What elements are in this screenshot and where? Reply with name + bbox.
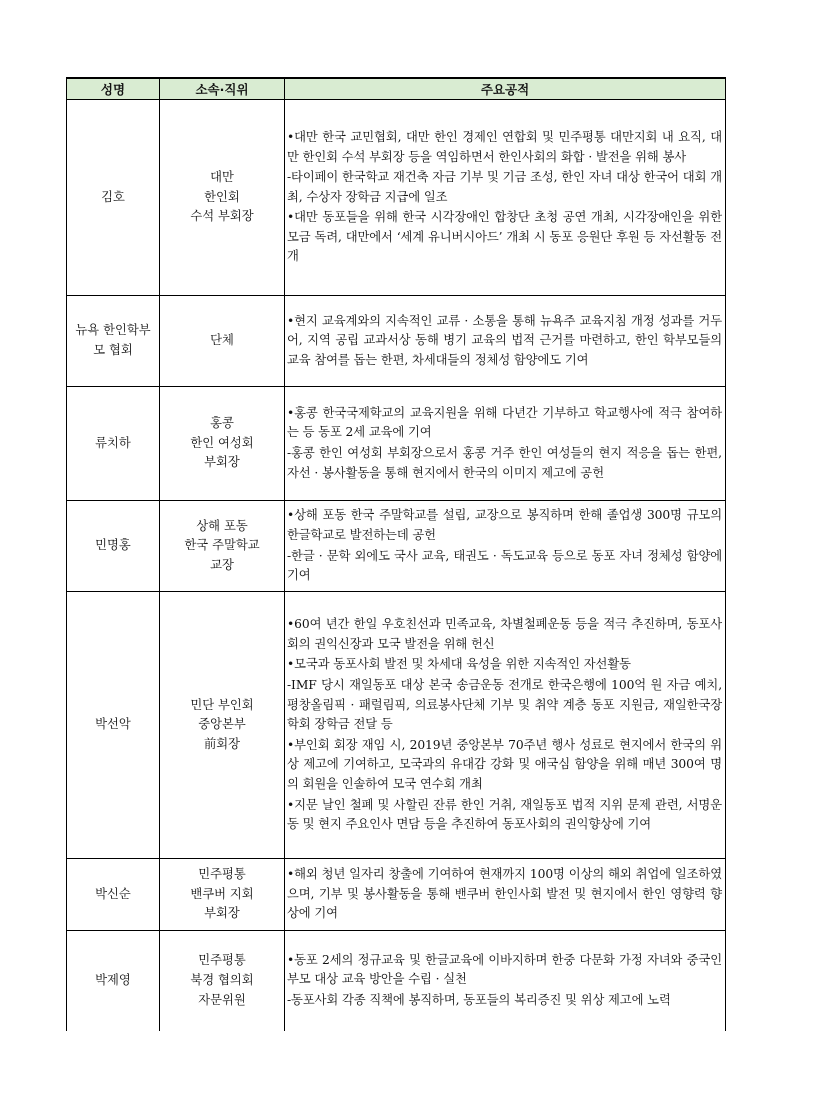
recipient-affiliation	[160, 296, 285, 387]
achievement-item: •지문 날인 철폐 및 사할린 잔류 한인 거취, 재일동포 법적 지위 문제 관련, 서명운동 및 현지 주요인사 면담 등을 추진하여 동포사회의 권익향상에 기여	[287, 797, 722, 832]
achievement-item: •모국과 동포사회 발전 및 차세대 육성을 위한 지속적인 자선활동	[287, 657, 631, 672]
affiliation-line: 수석 부회장	[190, 209, 254, 224]
recipient-affiliation	[160, 100, 285, 296]
recipient-affiliation	[160, 387, 285, 501]
recipient-name: 김호	[67, 100, 160, 296]
recipient-name: 박선악	[67, 592, 160, 859]
achievement-item: •동포 2세의 정규교육 및 한글교육에 이바지하며 한중 다문화 가정 자녀와 중국인 부모 대상 교육 방안을 수립 · 실천	[287, 952, 722, 987]
affiliation-line: 교장	[210, 557, 234, 572]
table-header-row	[67, 78, 726, 100]
affiliation-line: 민주평통	[198, 953, 246, 968]
achievement-item: •60여 년간 한일 우호친선과 민족교육, 차별철폐운동 등을 적극 추진하며, 동포사회의 권익신장과 모국 발전을 위해 헌신	[287, 617, 722, 651]
affiliation-line: 단체	[210, 333, 234, 348]
achievement-item: •해외 청년 일자리 창출에 기여하여 현재까지 100명 이상의 해외 취업에 일조하였으며, 기부 및 봉사활동을 통해 밴쿠버 한인사회 발전 및 현지에서 한인 영향력 향상에 기여	[287, 867, 722, 921]
affiliation-line: 북경 협의회	[190, 972, 254, 987]
affiliation-line: 중앙본부	[198, 717, 246, 732]
recipient-name: 박신순	[67, 859, 160, 931]
achievement-item: •홍콩 한국국제학교의 교육지원을 위해 다년간 기부하고 학교행사에 적극 참여하는 등 동포 2세 교육에 기여	[287, 405, 722, 440]
header-name: 성명	[67, 78, 160, 100]
affiliation-line: 부회장	[204, 906, 240, 921]
affiliation-line: 상해 포동	[196, 518, 248, 533]
recipient-name: 민명홍	[67, 501, 160, 592]
achievements-cell	[285, 592, 726, 859]
table-row	[67, 501, 726, 592]
achievement-item: •현지 교육계와의 지속적인 교류 · 소통을 통해 뉴욕주 교육지침 개정 성과를 거두어, 지역 공립 교과서상 동해 병기 교육의 법적 근거를 마련하고, 한인 학부모들의 교육 참여를 돕는 한편, 차세대들의 정체성 함양에도 기여	[287, 313, 722, 367]
affiliation-line: 밴쿠버 지회	[190, 886, 254, 901]
affiliation-line: 한국 주말학교	[184, 538, 260, 553]
achievements-cell	[285, 501, 726, 592]
recipient-name: 박제영	[67, 931, 160, 1031]
achievements-cell	[285, 100, 726, 296]
affiliation-line: 자문위원	[198, 992, 246, 1007]
recipient-affiliation	[160, 931, 285, 1031]
affiliation-line: 前회장	[203, 736, 241, 751]
table-row	[67, 859, 726, 931]
achievements-cell	[285, 387, 726, 501]
achievement-item: •대만 한국 교민협회, 대만 한인 경제인 연합회 및 민주평통 대만지회 내 요직, 대만 한인회 수석 부회장 등을 역임하면서 한인사회의 화합 · 발전을 위해 봉사	[287, 129, 722, 164]
awards-table	[66, 77, 726, 1031]
achievement-item: •대만 동포들을 위해 한국 시각장애인 합창단 초청 공연 개최, 시각장애인을 위한 모금 독려, 대만에서 ‘세계 유니버시아드’ 개최 시 동포 응원단 후원 등 자선활동 전개	[287, 210, 722, 264]
achievement-item: -한글 · 문학 외에도 국사 교육, 태권도 · 독도교육 등으로 동포 자녀 정체성 함양에 기여	[287, 548, 722, 583]
affiliation-line: 대만	[210, 170, 234, 185]
achievement-item: -동포사회 각종 직책에 봉직하며, 동포들의 복리증진 및 위상 제고에 노력	[287, 993, 671, 1008]
table-row	[67, 100, 726, 296]
achievements-cell	[285, 931, 726, 1031]
achievement-item: •부인회 회장 재임 시, 2019년 중앙본부 70주년 행사 성료로 현지에서 한국의 위상 제고에 기여하고, 모국과의 유대감 강화 및 애국심 함양을 위해 매년 300여 명의 회원을 인솔하여 모국 연수회 개최	[287, 737, 722, 791]
affiliation-line: 홍콩	[210, 416, 234, 431]
achievements-cell	[285, 296, 726, 387]
achievement-item: -타이페이 한국학교 재건축 자금 기부 및 기금 조성, 한인 자녀 대상 한국어 대회 개최, 수상자 장학금 지급에 일조	[287, 170, 722, 204]
table-row	[67, 931, 726, 1031]
affiliation-line: 부회장	[204, 455, 240, 470]
affiliation-line: 한인회	[204, 189, 240, 204]
table-row	[67, 387, 726, 501]
achievement-item: -홍콩 한인 여성회 부회장으로서 홍콩 거주 한인 여성들의 현지 적응을 돕는 한편, 자선 · 봉사활동을 통해 현지에서 한국의 이미지 제고에 공헌	[287, 446, 722, 480]
header-affiliation: 소속·직위	[160, 78, 285, 100]
table-row	[67, 296, 726, 387]
recipient-affiliation	[160, 501, 285, 592]
table-row	[67, 592, 726, 859]
achievement-item: -IMF 당시 재일동포 대상 본국 송금운동 전개로 한국은행에 100억 원 자금 예치, 평창올림픽 · 패럴림픽, 의료봉사단체 기부 및 취약 계층 동포 지원금, 재일한국장학회 장학금 전달 등	[287, 678, 722, 732]
header-achievements: 주요공적	[285, 78, 726, 100]
recipient-affiliation	[160, 859, 285, 931]
achievements-cell	[285, 859, 726, 931]
affiliation-line: 민주평통	[198, 867, 246, 882]
achievement-item: •상해 포동 한국 주말학교를 설립, 교장으로 봉직하며 한해 졸업생 300명 규모의 한글학교로 발전하는데 공헌	[287, 508, 722, 542]
recipient-name: 뉴욕 한인학부모 협회	[67, 296, 160, 387]
recipient-affiliation	[160, 592, 285, 859]
recipient-name: 류치하	[67, 387, 160, 501]
affiliation-line: 민단 부인회	[190, 697, 254, 712]
affiliation-line: 한인 여성회	[190, 435, 254, 450]
